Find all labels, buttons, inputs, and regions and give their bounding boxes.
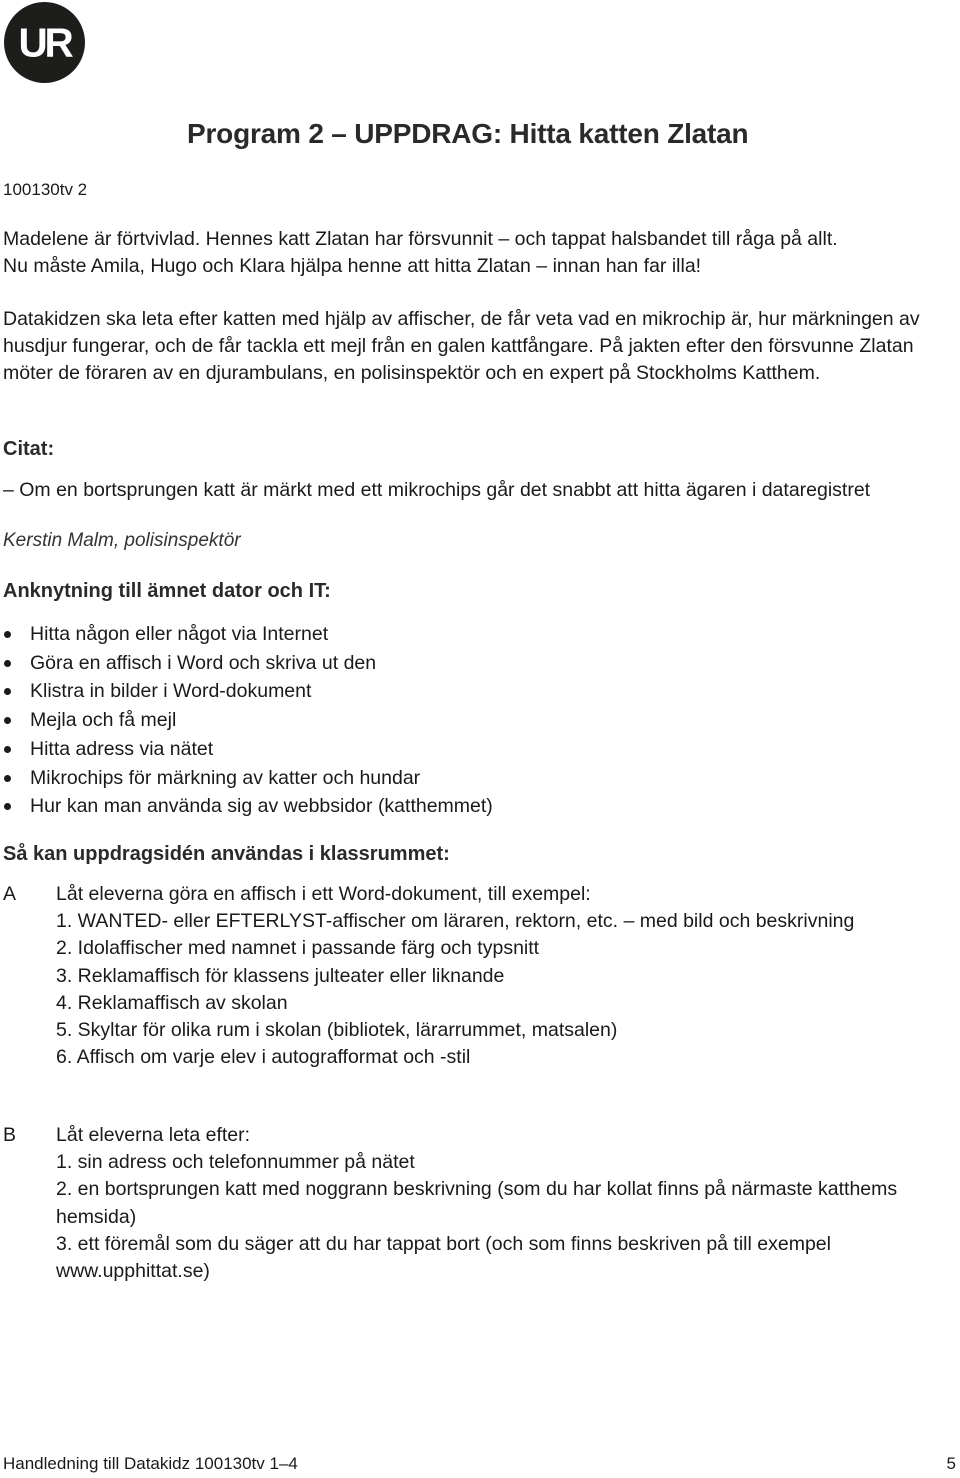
citat-heading: Citat: — [3, 438, 55, 460]
intro-line-1: Madelene är förtvivlad. Hennes katt Zlatan har försvunnit – och tappat halsbandet till råga på allt. — [3, 228, 838, 250]
list-item: Mikrochips för märkning av katter och hundar — [3, 764, 493, 793]
footer-title: Handledning till Datakidz 100130tv 1–4 — [3, 1454, 298, 1473]
list-item: 6. Affisch om varje elev i autografformat och -stil — [56, 1046, 471, 1069]
program-code: 100130tv 2 — [3, 180, 88, 199]
page-title: Program 2 – UPPDRAG: Hitta katten Zlatan — [187, 118, 749, 149]
page-number: 5 — [946, 1454, 956, 1473]
section-b-intro: Låt eleverna leta efter: — [56, 1124, 251, 1146]
list-item: 1. sin adress och telefonnummer på nätet — [56, 1151, 415, 1174]
list-item: 2. en bortsprungen katt med noggrann beskrivning (som du har kollat finns på närmaste katthems hemsida) — [56, 1178, 898, 1228]
list-item: 3. ett föremål som du säger att du har tappat bort (och som finns beskriven på till exempel www.upphittat.se) — [56, 1232, 831, 1283]
intro-line-2: Nu måste Amila, Hugo och Klara hjälpa henne att hitta Zlatan – innan han far illa! — [3, 255, 702, 277]
section-b-content — [56, 1122, 953, 1285]
classroom-heading: Så kan uppdragsidén användas i klassrummet: — [3, 843, 450, 865]
list-item: Hur kan man använda sig av webbsidor (katthemmet) — [3, 792, 493, 821]
list-item: Klistra in bilder i Word-dokument — [3, 677, 493, 706]
section-a — [3, 881, 953, 1071]
list-item: Mejla och få mejl — [3, 706, 493, 735]
list-item: 2. Idolaffischer med namnet i passande färg och typsnitt — [56, 937, 540, 960]
list-item: 3. Reklamaffisch för klassens julteater eller liknande — [56, 964, 505, 987]
list-item: 5. Skyltar för olika rum i skolan (bibliotek, lärarrummet, matsalen) — [56, 1019, 618, 1042]
quote-text: – Om en bortsprungen katt är märkt med ett mikrochips går det snabbt att hitta ägaren i dataregistret — [3, 479, 871, 501]
connection-heading: Anknytning till ämnet dator och IT: — [3, 580, 331, 602]
section-a-letter: A — [3, 883, 17, 905]
description-paragraph: Datakidzen ska leta efter katten med hjälp av affischer, de får veta vad en mikrochip är, hur märkningen av husdjur fungerar, och de får tackla ett mejl från en galen kattfångare. På jakten efter den försvunne Zlatan möter de föraren av en djurambulans, en polisinspektör och en expert på Stockholms Katthem. — [3, 308, 920, 384]
section-a-content — [56, 881, 953, 1071]
section-b — [3, 1122, 953, 1285]
list-item: 1. WANTED- eller EFTERLYST-affischer om läraren, rektorn, etc. – med bild och beskrivning — [56, 910, 855, 933]
list-item: Hitta adress via nätet — [3, 735, 493, 764]
logo-text: UR — [18, 19, 71, 66]
ur-logo — [4, 2, 85, 83]
section-a-intro: Låt eleverna göra en affisch i ett Word-dokument, till exempel: — [56, 883, 591, 905]
list-item: Göra en affisch i Word och skriva ut den — [3, 649, 493, 678]
list-item: 4. Reklamaffisch av skolan — [56, 991, 288, 1014]
list-item: Hitta någon eller något via Internet — [3, 620, 493, 649]
quote-author: Kerstin Malm, polisinspektör — [3, 530, 241, 551]
section-b-letter: B — [3, 1124, 17, 1146]
intro-paragraph — [3, 226, 948, 280]
connection-list — [3, 620, 493, 821]
